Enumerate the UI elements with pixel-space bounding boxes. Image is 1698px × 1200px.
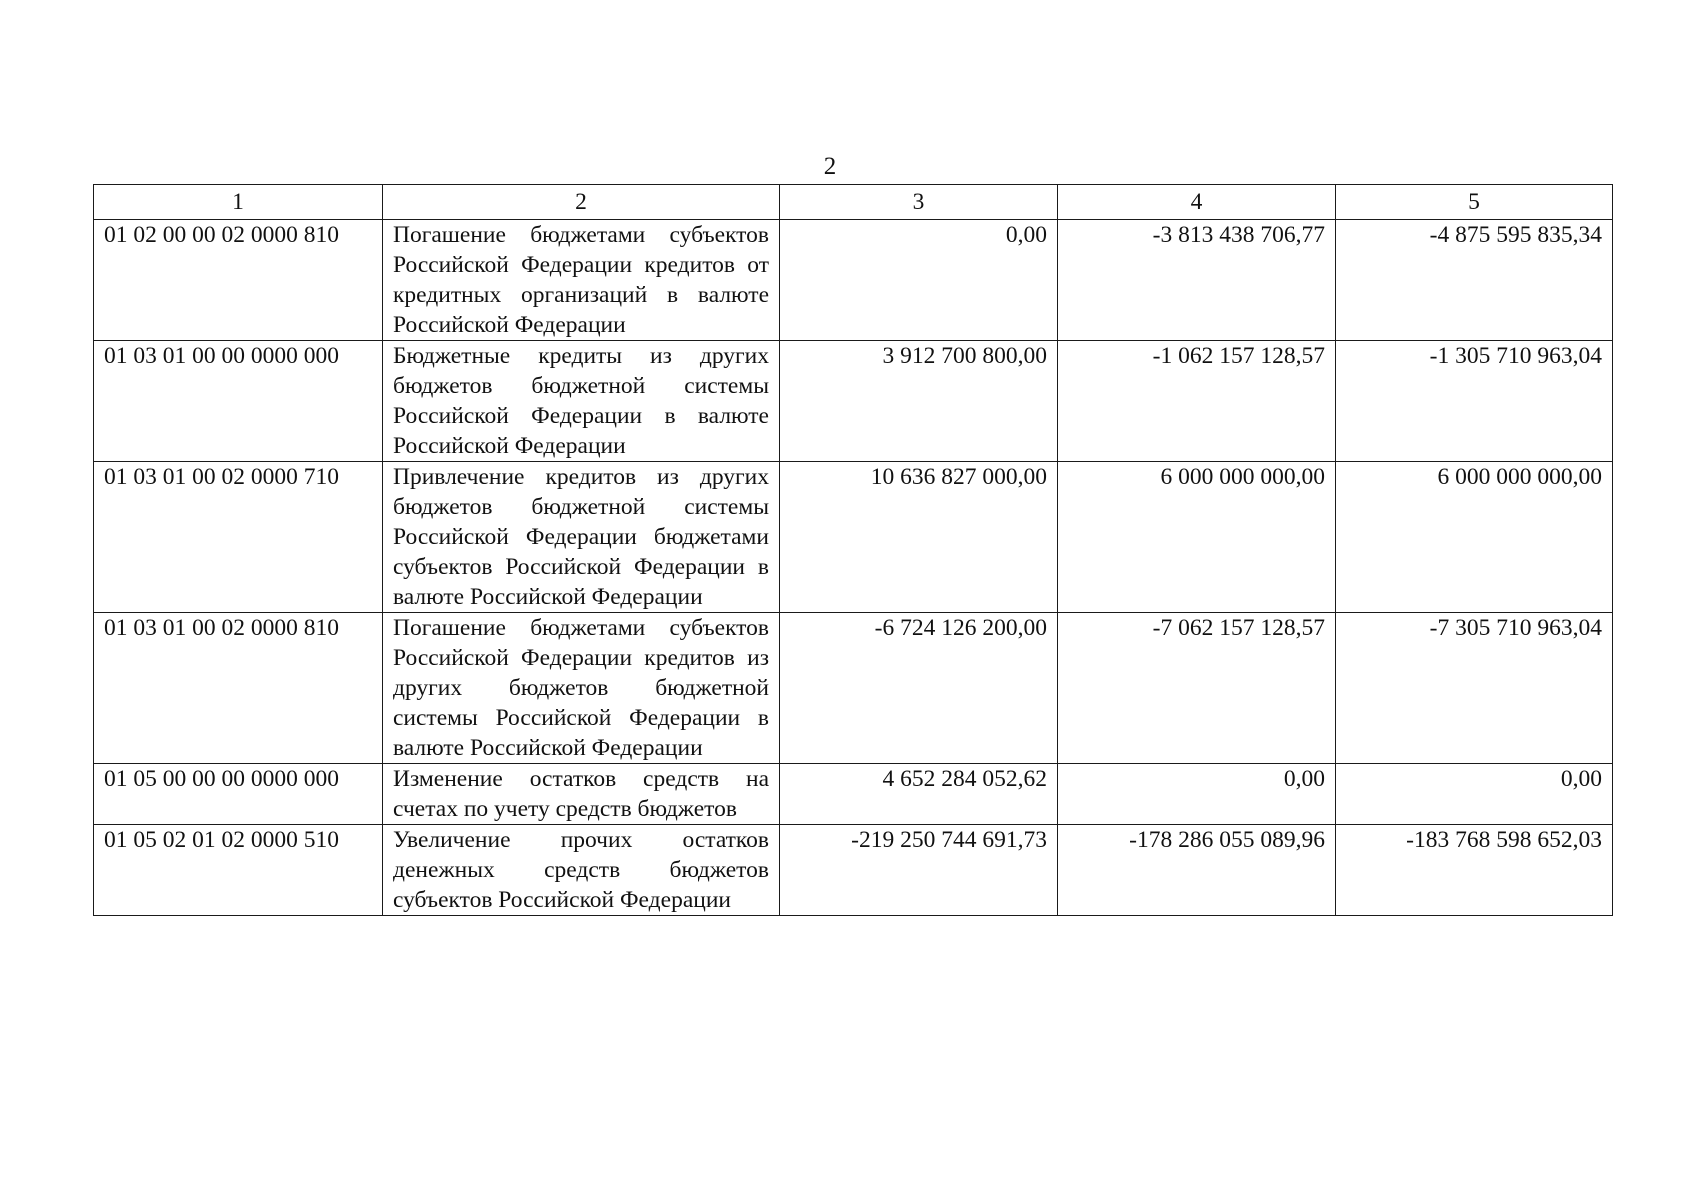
amount-col3-cell: 10 636 827 000,00 [780,462,1058,613]
amount-col4-cell: -3 813 438 706,77 [1058,220,1336,341]
amount-col3-cell: 3 912 700 800,00 [780,341,1058,462]
amount-col4-cell: 0,00 [1058,764,1336,825]
budget-code-cell: 01 03 01 00 00 0000 000 [94,341,383,462]
amount-col5-cell: 0,00 [1336,764,1613,825]
table-row [94,462,1613,613]
page-number: 2 [823,153,837,180]
amount-col5-cell: -1 305 710 963,04 [1336,341,1613,462]
amount-col4-cell: -178 286 055 089,96 [1058,825,1336,916]
budget-code-cell: 01 03 01 00 02 0000 710 [94,462,383,613]
table-row [94,825,1613,916]
description-cell: Бюджетные кредиты из других бюджетов бюджетной системы Российской Федерации в валюте Российской Федерации [383,341,780,462]
description-cell: Привлечение кредитов из других бюджетов бюджетной системы Российской Федерации бюджетами субъектов Российской Федерации в валюте Российской Федерации [383,462,780,613]
amount-col5-cell: -7 305 710 963,04 [1336,613,1613,764]
description-cell: Погашение бюджетами субъектов Российской Федерации кредитов от кредитных организаций в валюте Российской Федерации [383,220,780,341]
amount-col5-cell: -4 875 595 835,34 [1336,220,1613,341]
description-cell: Погашение бюджетами субъектов Российской Федерации кредитов из других бюджетов бюджетной системы Российской Федерации в валюте Российской Федерации [383,613,780,764]
amount-col3-cell: -219 250 744 691,73 [780,825,1058,916]
budget-sources-table [93,184,1613,916]
amount-col4-cell: 6 000 000 000,00 [1058,462,1336,613]
budget-code-cell: 01 02 00 00 02 0000 810 [94,220,383,341]
budget-code-cell: 01 05 00 00 00 0000 000 [94,764,383,825]
budget-code-cell: 01 05 02 01 02 0000 510 [94,825,383,916]
budget-code-cell: 01 03 01 00 02 0000 810 [94,613,383,764]
amount-col5-cell: -183 768 598 652,03 [1336,825,1613,916]
amount-col3-cell: -6 724 126 200,00 [780,613,1058,764]
table-row [94,220,1613,341]
table-header-row [94,185,1613,220]
table-row [94,764,1613,825]
description-cell: Изменение остатков средств на счетах по учету средств бюджетов [383,764,780,825]
column-header-4: 4 [1058,185,1336,220]
amount-col3-cell: 0,00 [780,220,1058,341]
amount-col4-cell: -1 062 157 128,57 [1058,341,1336,462]
column-header-2: 2 [383,185,780,220]
column-header-3: 3 [780,185,1058,220]
table-row [94,613,1613,764]
column-header-1: 1 [94,185,383,220]
amount-col4-cell: -7 062 157 128,57 [1058,613,1336,764]
amount-col5-cell: 6 000 000 000,00 [1336,462,1613,613]
amount-col3-cell: 4 652 284 052,62 [780,764,1058,825]
column-header-5: 5 [1336,185,1613,220]
table-row [94,341,1613,462]
description-cell: Увеличение прочих остатков денежных средств бюджетов субъектов Российской Федерации [383,825,780,916]
